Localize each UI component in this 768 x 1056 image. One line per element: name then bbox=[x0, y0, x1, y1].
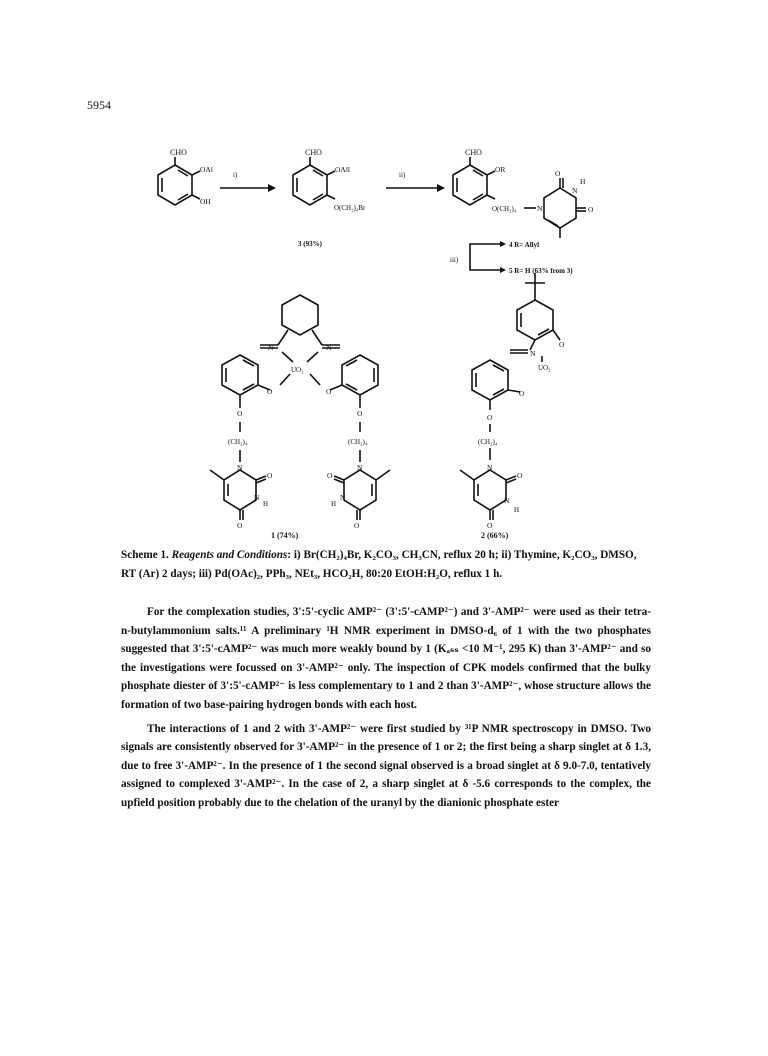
branch-5-label: 5 R= H (63% from 3) bbox=[509, 267, 573, 275]
host-2-caption: 2 (66%) bbox=[481, 531, 509, 540]
host1-o-link-right: O bbox=[357, 409, 363, 418]
host2-n: N bbox=[530, 349, 536, 358]
reaction-scheme bbox=[150, 140, 620, 530]
label-chain-45: O(CH₂)₄ bbox=[492, 205, 517, 213]
host1-n-base-right: N bbox=[357, 463, 363, 472]
host1-nh-right: N bbox=[340, 493, 346, 502]
compound-4-5-structure bbox=[453, 157, 586, 238]
label-cho-a: CHO bbox=[170, 148, 187, 157]
host1-o-base-left: O bbox=[267, 471, 273, 480]
host1-o-left: O bbox=[267, 387, 273, 396]
host2-nh: N bbox=[504, 496, 510, 505]
caption-rest: : i) Br(CH₂)₄Br, K₂CO₃, CH₃CN, reflux 20 h; ii) Thymine, K₂CO₃, DMSO, RT (Ar) 2 days; iii) Pd(OAc)₂, PPh₃, NEt₃, HCO₂H, 80:20 EtOH:H₂O, reflux 1 h. bbox=[121, 549, 637, 580]
host2-o-link: O bbox=[487, 413, 493, 422]
host2-uranyl: UO₂ bbox=[538, 364, 551, 372]
caption-lead: Scheme 1. bbox=[121, 549, 172, 561]
compound-3-structure bbox=[293, 157, 335, 205]
label-oh-a: OH bbox=[200, 197, 211, 206]
scheme-caption bbox=[121, 546, 651, 584]
label-o2-45: O bbox=[588, 205, 594, 214]
host1-uranyl: UO₂ bbox=[291, 366, 304, 374]
branch-4-label: 4 R= Allyl bbox=[509, 241, 540, 249]
label-oall-3: OAll bbox=[335, 165, 350, 174]
host2-o-base: O bbox=[517, 471, 523, 480]
host1-h-left: H bbox=[263, 500, 269, 508]
host1-o-base-right: O bbox=[327, 471, 333, 480]
compound-starting-structure bbox=[158, 157, 200, 205]
label-h-45: H bbox=[580, 177, 586, 186]
host1-chain-right: (CH₂)₄ bbox=[348, 438, 368, 446]
label-or-45: OR bbox=[495, 165, 506, 174]
label-cho-45: CHO bbox=[465, 148, 482, 157]
host1-o-link-left: O bbox=[237, 409, 243, 418]
host1-o-bottom-left: O bbox=[237, 521, 243, 530]
host2-h: H bbox=[514, 506, 520, 514]
host1-o-bottom-right: O bbox=[354, 521, 360, 530]
step-ii-label: ii) bbox=[399, 171, 406, 179]
label-cho-3: CHO bbox=[305, 148, 322, 157]
host1-n-base-left: N bbox=[237, 463, 243, 472]
host2-o-bottom: O bbox=[487, 521, 493, 530]
paragraph-1: For the complexation studies, 3':5'-cyclic AMP²⁻ (3':5'-cAMP²⁻) and 3'-AMP²⁻ were used as their tetra-n-butylammonium salts.¹¹ A preliminary ¹H NMR experiment in DMSO-d₆ of 1 with the two phosphates suggested that 3':5'-cAMP²⁻ was much more weakly bound by 1 (Kₐₛₛ <10 M⁻¹, 295 K) than 3'-AMP²⁻ and so the investigations were focussed on 3'-AMP²⁻ only. The inspection of CPK models confirmed that the bulky phosphate diester of 3':5'-cAMP²⁻ is less complementary to 1 and 2 than 3'-AMP²⁻, whose structure allows the formation of two base-pairing hydrogen bonds with each host. bbox=[121, 606, 651, 711]
compound-3-caption: 3 (93%) bbox=[298, 240, 322, 248]
host-2-structure bbox=[460, 273, 560, 520]
host2-o-phenol: O bbox=[519, 389, 525, 398]
host1-h-right: H bbox=[331, 500, 337, 508]
page-number: 5954 bbox=[87, 98, 111, 112]
label-chain-3: O(CH₂)₄Br bbox=[334, 204, 366, 212]
host1-o-right: O bbox=[326, 387, 332, 396]
host1-n-left: N bbox=[268, 343, 274, 352]
host1-chain-left: (CH₂)₄ bbox=[228, 438, 248, 446]
host-1-caption: 1 (74%) bbox=[271, 531, 299, 540]
label-n3-45: N bbox=[572, 186, 578, 195]
paragraph-2: The interactions of 1 and 2 with 3'-AMP²⁻ were first studied by ³¹P NMR spectroscopy in DMSO. Two signals are consistently observed for 3'-AMP²⁻ in the presence of 1 or 2; the first being a sharp singlet at δ 1.3, due to free 3'-AMP²⁻. In the presence of 1 the second signal observed is a broad singlet at δ 9.0-7.0, tentatively assigned to complexed 3'-AMP²⁻. In the case of 2, a sharp singlet at δ -5.6 corresponds to the complex, the upfield position probably due to the chelation of the uranyl by the dianionic phosphate ester bbox=[121, 722, 651, 809]
host-1-structure bbox=[210, 295, 390, 520]
host2-o-ring: O bbox=[559, 340, 565, 349]
caption-italic: Reagents and Conditions bbox=[171, 549, 288, 561]
label-oal-a: OAl bbox=[200, 165, 213, 174]
host2-chain: (CH₂)₄ bbox=[478, 438, 498, 446]
host1-nh-left: N bbox=[254, 493, 260, 502]
body-text bbox=[121, 603, 651, 818]
label-n1-45: N bbox=[537, 204, 543, 213]
host1-n-right: N bbox=[326, 343, 332, 352]
step-iii-label: iii) bbox=[450, 256, 459, 264]
host2-n-base: N bbox=[487, 463, 493, 472]
label-o1-45: O bbox=[555, 169, 561, 178]
step-i-label: i) bbox=[233, 171, 238, 179]
